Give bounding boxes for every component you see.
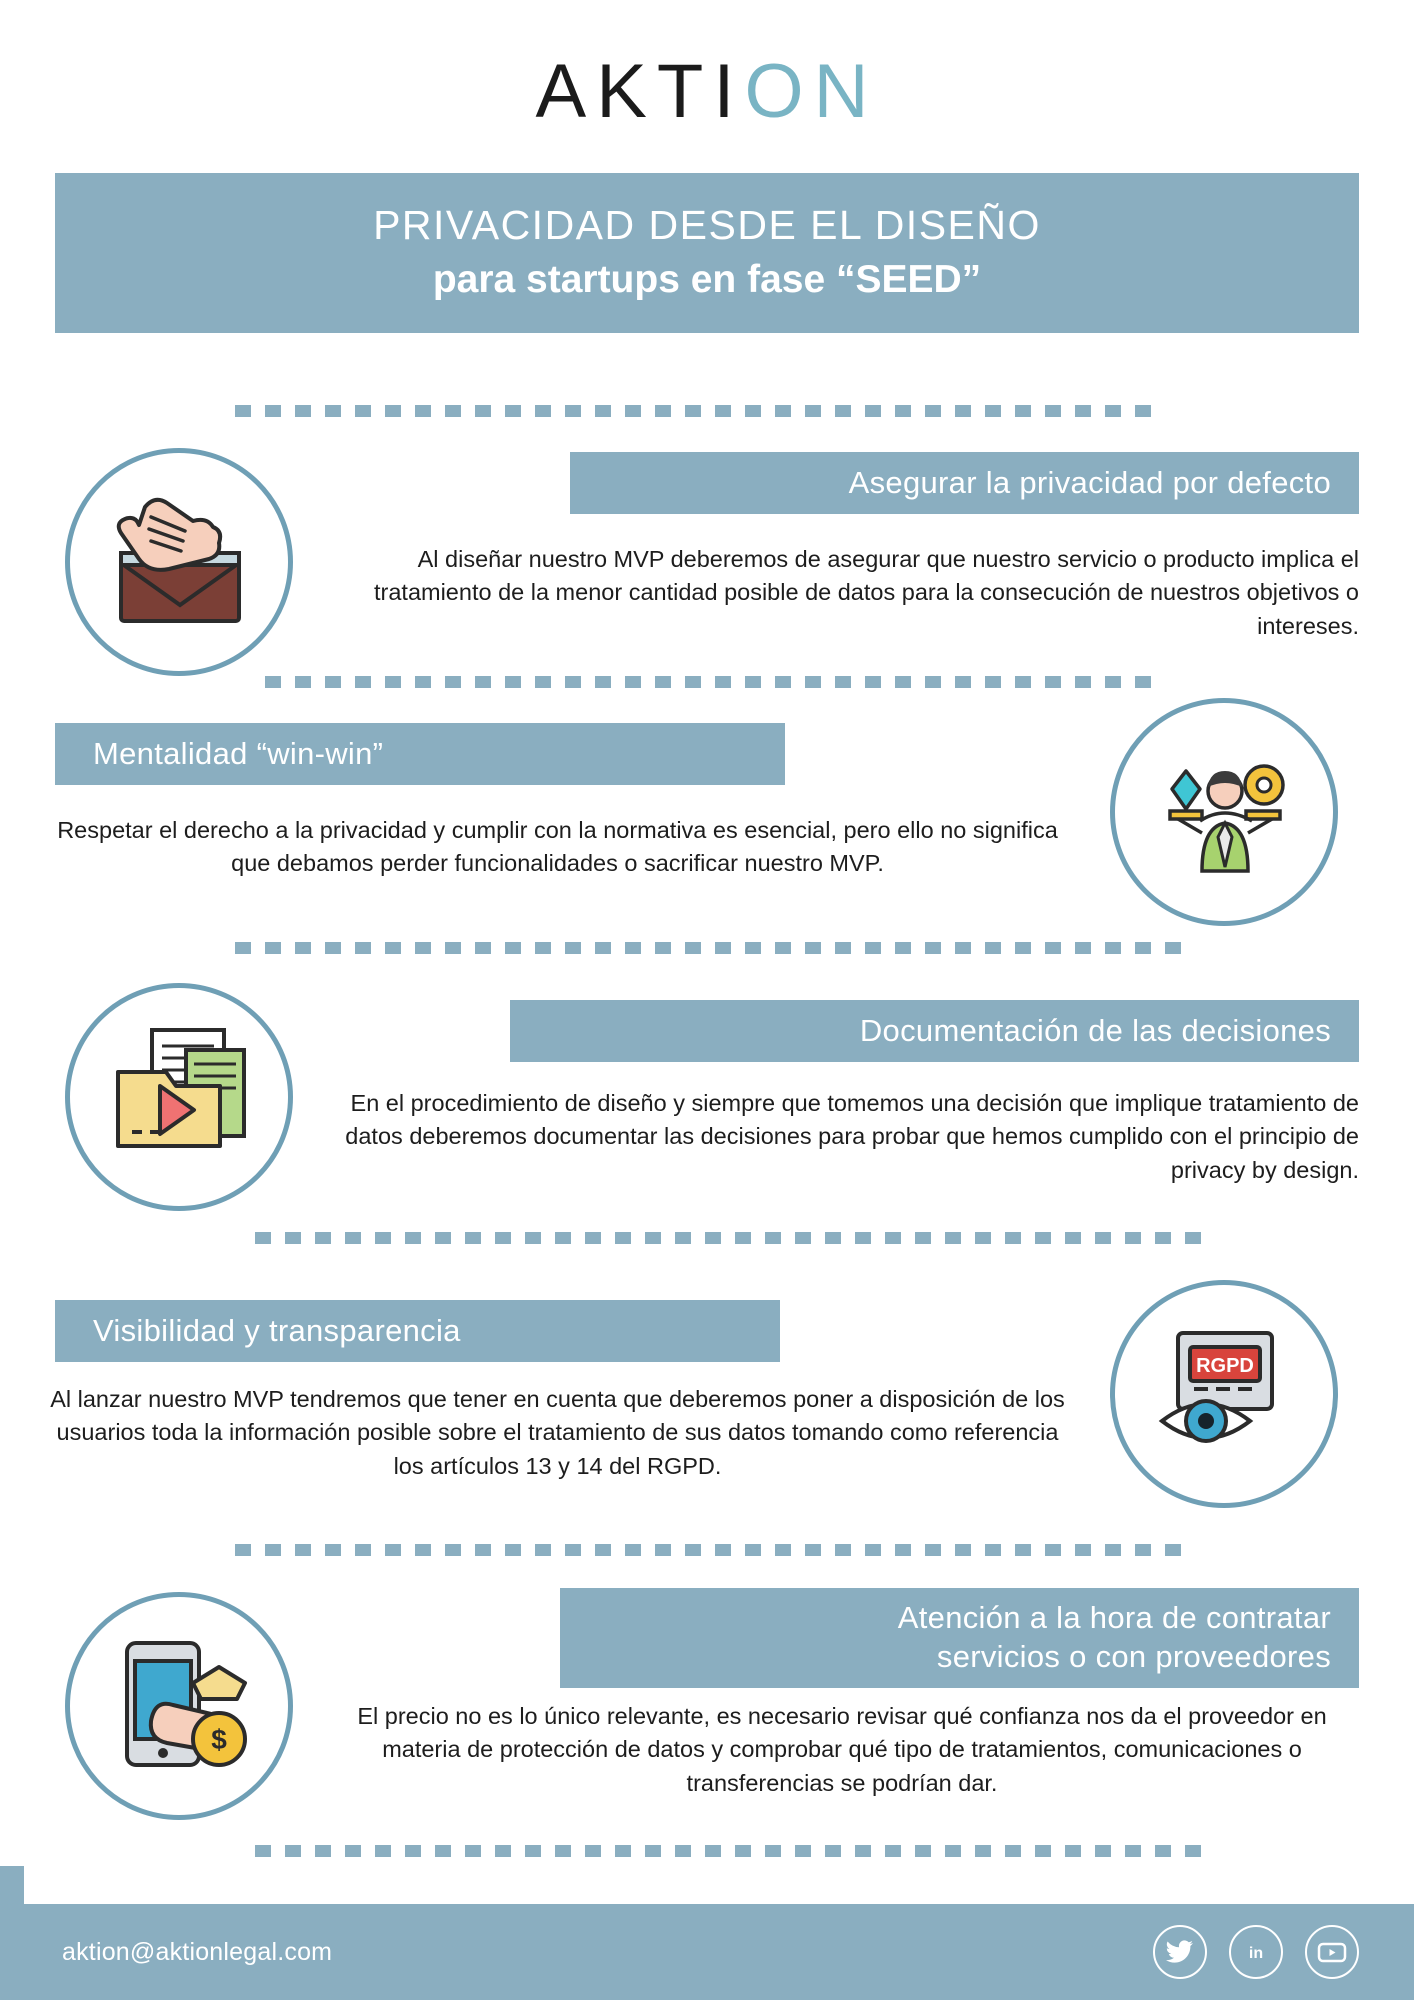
section-1-body: Al diseñar nuestro MVP deberemos de asegurar que nuestro servicio o producto implica el tratamiento de la menor cantidad posible de datos para la consecución de nuestros objetivos o intereses.	[373, 546, 1359, 639]
footer-accent-strip	[0, 1866, 24, 1904]
hand-over-envelope-icon	[99, 487, 259, 637]
brand-logo	[0, 48, 1414, 135]
section-5-heading-line1: Atención a la hora de contratar	[897, 1600, 1331, 1636]
twitter-icon[interactable]	[1153, 1925, 1207, 1979]
page-title-line1: PRIVACIDAD DESDE EL DISEÑO	[373, 202, 1041, 249]
footer-bar	[0, 1904, 1414, 2000]
section-2-body: Respetar el derecho a la privacidad y cumplir con la normativa es esencial, pero ello no significa que debamos perder funcionalidades o sacrificar nuestro MVP.	[57, 817, 1058, 877]
svg-text:$: $	[210, 1723, 227, 1755]
divider-6	[255, 1845, 1205, 1857]
section-2-heading-text: Mentalidad “win-win”	[93, 735, 384, 771]
social-links	[1153, 1925, 1359, 1979]
logo-text-primary: AKTI	[535, 49, 745, 134]
person-holding-trophies-icon	[1144, 737, 1304, 887]
section-1-heading	[570, 452, 1359, 514]
section-3-body: En el procedimiento de diseño y siempre que tomemos una decisión que implique tratamiento de datos deberemos documentar las decisiones para probar que hemos cumplido con el principio de privacy by design.	[345, 1090, 1359, 1183]
section-4-icon-circle	[1110, 1280, 1338, 1508]
divider-5	[235, 1544, 1195, 1556]
page-title	[55, 173, 1359, 333]
page-title-line2: para startups en fase “SEED”	[432, 258, 982, 302]
section-4-heading	[55, 1300, 780, 1362]
divider-4	[255, 1232, 1205, 1244]
svg-text:in: in	[1248, 1945, 1264, 1962]
section-4-body: Al lanzar nuestro MVP tendremos que tener en cuenta que deberemos poner a disposición de los usuarios toda la información posible sobre el tratamiento de sus datos tomando como referencia los artículos 13 y 14 del RGPD.	[50, 1386, 1065, 1479]
logo-text-accent: ON	[744, 49, 879, 134]
divider-2	[265, 676, 1165, 688]
section-3-heading-text: Documentación de las decisiones	[859, 1012, 1331, 1048]
section-5-heading-line2: servicios o con proveedores	[936, 1639, 1331, 1674]
documents-folder-icon	[94, 1020, 264, 1175]
footer-email[interactable]: aktion@aktionlegal.com	[62, 1937, 333, 1966]
section-5-heading	[560, 1588, 1359, 1688]
section-5-body: El precio no es lo único relevante, es necesario revisar qué confianza nos da el proveedor en materia de protección de datos y comprobar qué tipo de tratamientos, comunicaciones o transferencias se podrían dar.	[357, 1703, 1327, 1796]
mobile-payment-icon	[97, 1629, 262, 1784]
section-5-icon-circle	[65, 1592, 293, 1820]
section-1-icon-circle	[65, 448, 293, 676]
section-1-heading-text: Asegurar la privacidad por defecto	[848, 464, 1331, 500]
divider-1	[235, 405, 1165, 417]
section-4-heading-text: Visibilidad y transparencia	[93, 1312, 461, 1348]
divider-3	[235, 942, 1195, 954]
rgpd-eye-icon	[1142, 1317, 1307, 1472]
section-3-icon-circle	[65, 983, 293, 1211]
section-2-icon-circle	[1110, 698, 1338, 926]
youtube-icon[interactable]	[1305, 1925, 1359, 1979]
section-3-heading	[510, 1000, 1359, 1062]
rgpd-label: RGPD	[1195, 1354, 1254, 1377]
linkedin-icon[interactable]	[1229, 1925, 1283, 1979]
section-2-heading	[55, 723, 785, 785]
